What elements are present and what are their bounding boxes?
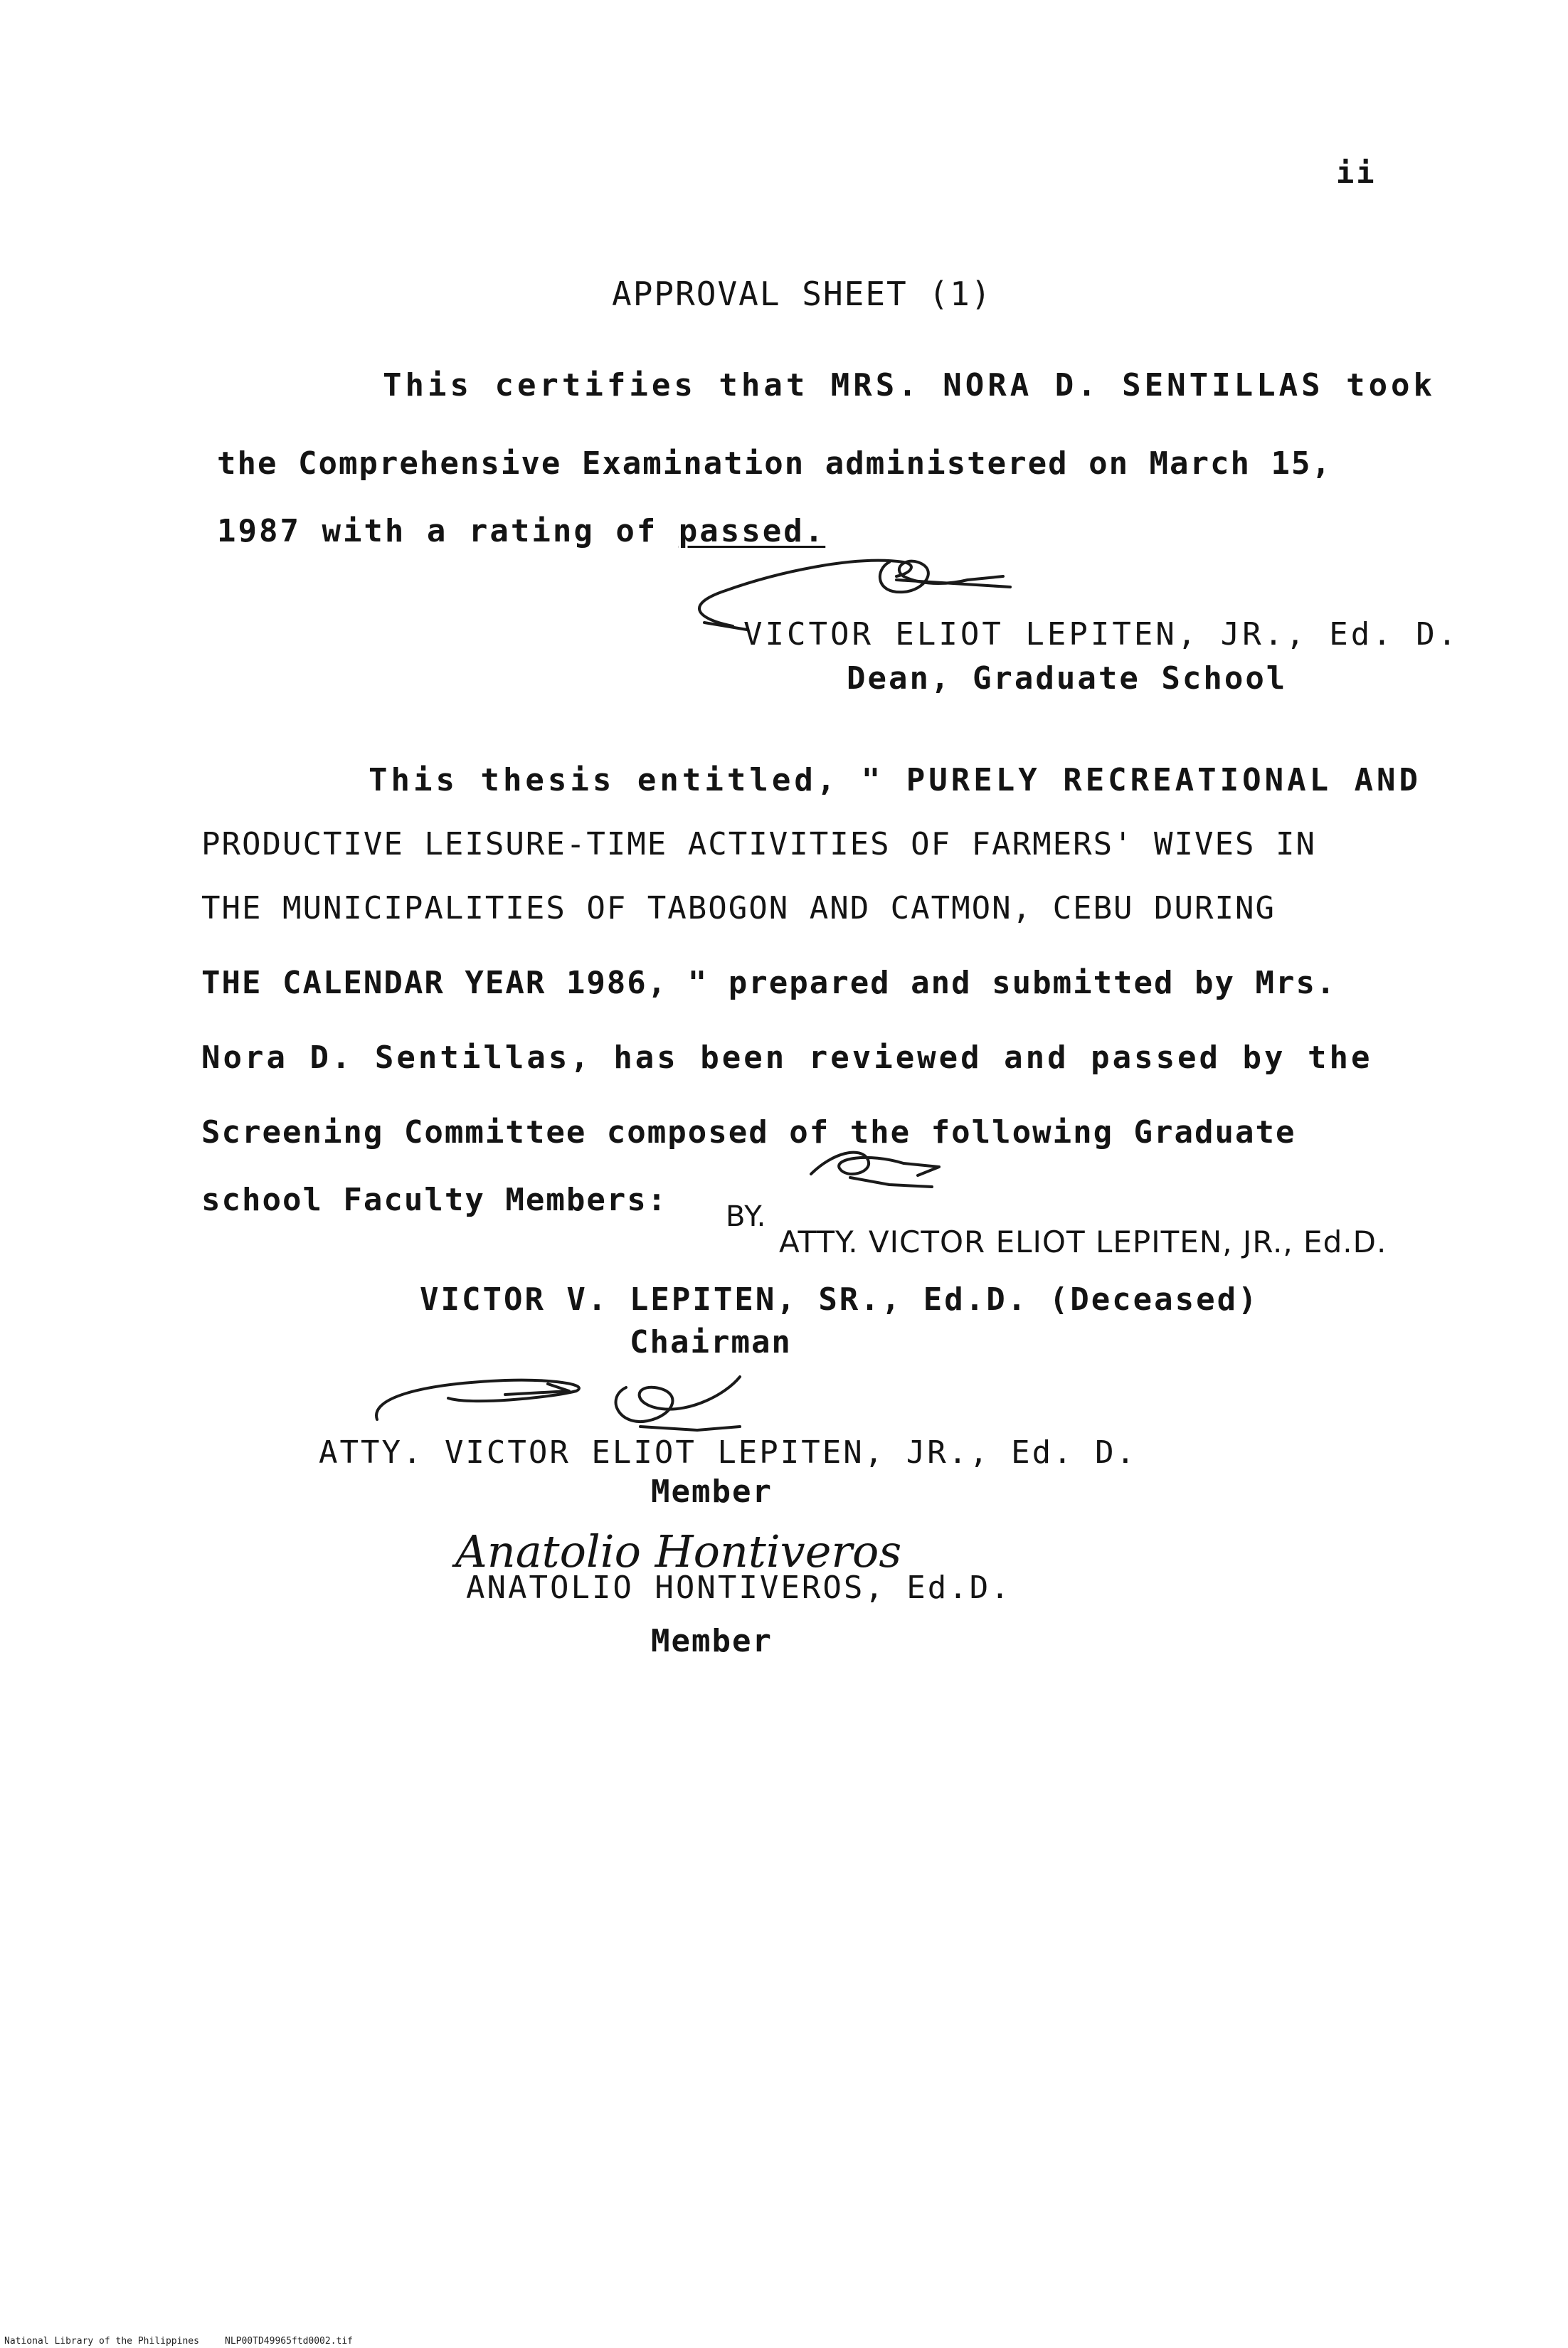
chairman-name: VICTOR V. LEPITEN, SR., Ed.D. (Deceased) — [420, 1281, 1259, 1318]
thesis-line-1: This thesis entitled, " PURELY RECREATIONAL AND — [369, 762, 1422, 798]
handwritten-signer: ATTY. VICTOR ELIOT LEPITEN, JR., Ed.D. — [779, 1225, 1387, 1259]
footer-file: NLP00TD49965ftd0002.tif — [225, 2336, 354, 2347]
footer-library: National Library of the Philippines — [4, 2336, 199, 2347]
page-number: ii — [1336, 155, 1377, 190]
member-2-role: Member — [651, 1623, 773, 1659]
exam-rating: passed. — [678, 513, 826, 549]
member-1-name: ATTY. VICTOR ELIOT LEPITEN, JR., Ed. D. — [319, 1434, 1138, 1471]
member-1-role: Member — [651, 1474, 773, 1510]
dean-name: VICTOR ELIOT LEPITEN, JR., Ed. D. — [743, 616, 1460, 652]
certification-line-2: the Comprehensive Examination administered on March 15, — [217, 445, 1332, 482]
thesis-line-6: Screening Committee composed of the following Graduate — [201, 1114, 1296, 1151]
document-title: APPROVAL SHEET (1) — [612, 275, 992, 313]
thesis-line-2: PRODUCTIVE LEISURE-TIME ACTIVITIES OF FARMERS' WIVES IN — [201, 826, 1316, 862]
thesis-line-4: THE CALENDAR YEAR 1986, " prepared and submitted by Mrs. — [201, 965, 1337, 1001]
thesis-line-7: school Faculty Members: — [201, 1182, 668, 1218]
thesis-line-3: THE MUNICIPALITIES OF TABOGON AND CATMON, CEBU DURING — [201, 890, 1276, 926]
chairman-role: Chairman — [630, 1324, 792, 1360]
dean-title: Dean, Graduate School — [847, 660, 1288, 697]
handwritten-by: BY. — [726, 1200, 767, 1233]
member-2-name: ANATOLIO HONTIVEROS, Ed.D. — [466, 1570, 1012, 1606]
certification-line-3-prefix: 1987 with a rating of — [217, 513, 658, 549]
certification-line-1: This certifies that MRS. NORA D. SENTILLAS took — [383, 367, 1436, 403]
by-signature — [783, 1131, 953, 1210]
member-2-signature: Anatolio Hontiveros — [455, 1525, 902, 1577]
thesis-line-5: Nora D. Sentillas, has been reviewed and passed by the — [201, 1040, 1373, 1076]
